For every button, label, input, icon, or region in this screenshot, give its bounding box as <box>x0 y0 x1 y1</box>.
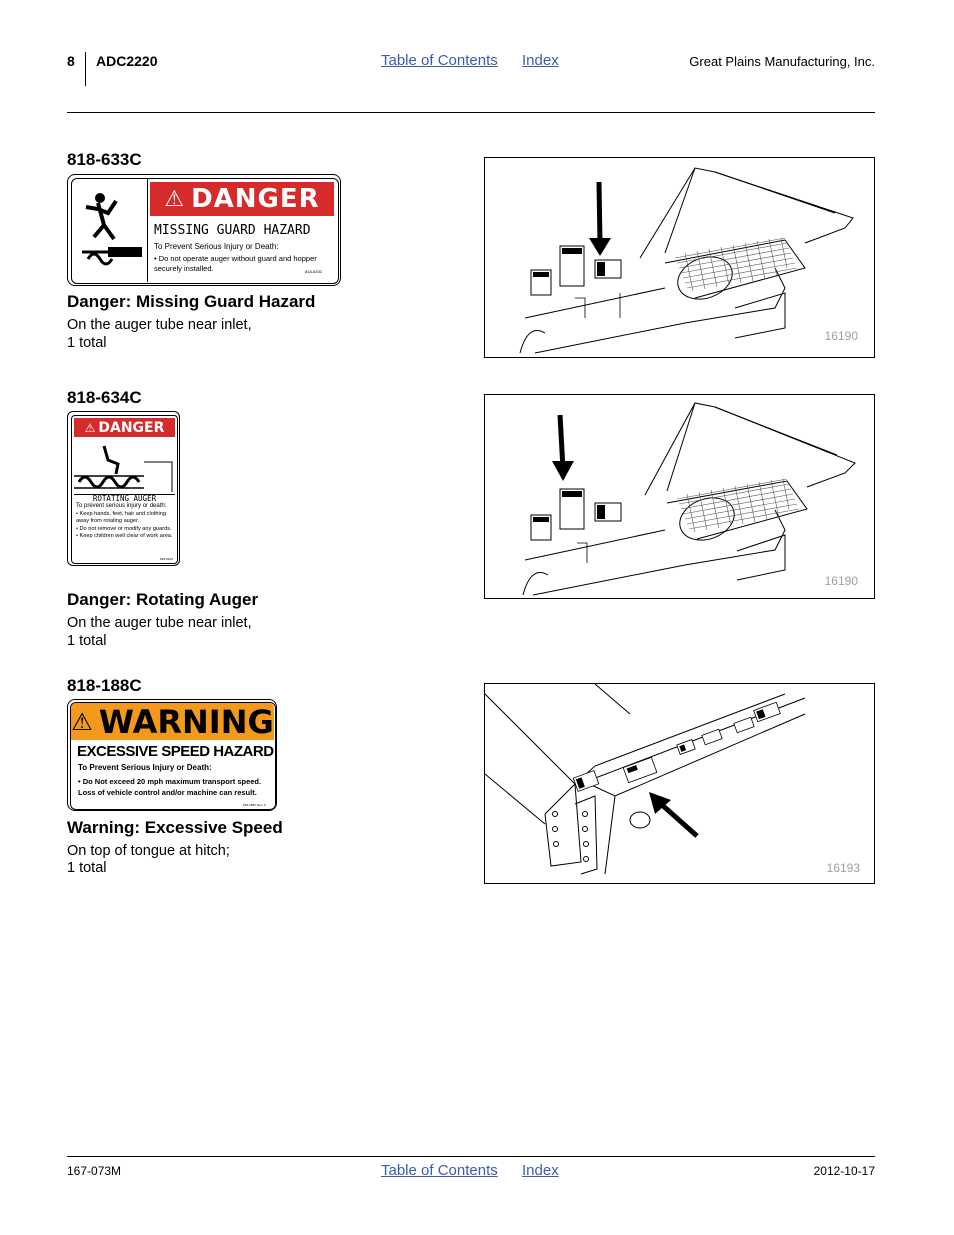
decal-code: 818-188C Rev. C <box>243 803 266 807</box>
bullet-text: • Do not operate auger without guard and hopper securely installed. <box>154 254 317 273</box>
auger-inlet-illustration <box>485 395 874 598</box>
decal-code: 818-634C <box>160 557 174 561</box>
decal-missing-guard <box>67 174 341 286</box>
decal-count: 1 total <box>67 860 107 876</box>
signal-word: DANGER <box>98 419 165 436</box>
bullet-text: • Do not remove or modify any guards. <box>76 525 172 532</box>
doc-number: 167-073M <box>67 1164 122 1178</box>
toc-link[interactable]: Table of Contents <box>381 52 498 69</box>
figure-number: 16193 <box>826 861 860 875</box>
decal-location: On the auger tube near inlet, <box>67 317 252 333</box>
bullet-list <box>76 511 174 541</box>
figure-tongue-hitch <box>484 683 875 884</box>
decal-title: Danger: Rotating Auger <box>67 590 259 609</box>
bullet-text: • Keep hands, feet, hair and clothing away from rotating auger. <box>76 511 166 525</box>
entanglement-pictogram-icon <box>78 187 144 271</box>
company-name: Great Plains Manufacturing, Inc. <box>689 54 875 69</box>
prevent-text: To Prevent Serious Injury or Death: <box>154 242 279 251</box>
decal-title: Warning: Excessive Speed <box>67 818 283 837</box>
hazard-title: EXCESSIVE SPEED HAZARD <box>77 743 274 760</box>
doc-date: 2012-10-17 <box>813 1164 875 1178</box>
decal-rotating-auger <box>67 411 180 566</box>
index-link[interactable]: Index <box>522 52 559 69</box>
figure-number: 16190 <box>824 329 858 343</box>
decal-location: On the auger tube near inlet, <box>67 615 252 631</box>
tongue-hitch-illustration <box>485 684 874 883</box>
figure-number: 16190 <box>824 574 858 588</box>
warning-triangle-icon: ⚠ <box>164 186 186 212</box>
model-name: ADC2220 <box>96 53 158 69</box>
rotating-auger-pictogram-icon <box>74 442 175 492</box>
bullet-text: • Do Not exceed 20 mph maximum transport speed. Loss of vehicle control and/or machine can result. <box>78 777 262 797</box>
prevent-text: To Prevent Serious Injury or Death: <box>78 763 212 772</box>
header-rule <box>67 112 875 113</box>
figure-auger-inlet <box>484 157 875 358</box>
index-link[interactable]: Index <box>522 1162 559 1179</box>
toc-link[interactable]: Table of Contents <box>381 1162 498 1179</box>
header-divider <box>85 52 86 86</box>
decal-count: 1 total <box>67 633 107 649</box>
bullet-text: • Keep children well clear of work area. <box>76 533 173 540</box>
decal-location: On top of tongue at hitch; <box>67 843 230 859</box>
auger-inlet-illustration <box>485 158 874 357</box>
page-number: 8 <box>67 53 75 69</box>
footer-rule <box>67 1156 875 1157</box>
signal-word: DANGER <box>191 184 320 214</box>
part-number: 818-634C <box>67 388 142 407</box>
decal-code: 818-633C <box>305 269 323 274</box>
decal-title: Danger: Missing Guard Hazard <box>67 292 316 311</box>
warning-triangle-icon: ⚠ <box>71 707 93 736</box>
prevent-text: To prevent serious injury or death: <box>76 503 167 509</box>
figure-auger-inlet <box>484 394 875 599</box>
decal-count: 1 total <box>67 335 107 351</box>
hazard-title: ROTATING AUGER <box>92 494 157 503</box>
signal-word: WARNING <box>98 702 274 741</box>
warning-triangle-icon: ⚠ <box>84 420 96 435</box>
part-number: 818-633C <box>67 150 142 169</box>
decal-excessive-speed <box>67 699 277 811</box>
hazard-title: MISSING GUARD HAZARD <box>154 223 311 238</box>
part-number: 818-188C <box>67 676 142 695</box>
